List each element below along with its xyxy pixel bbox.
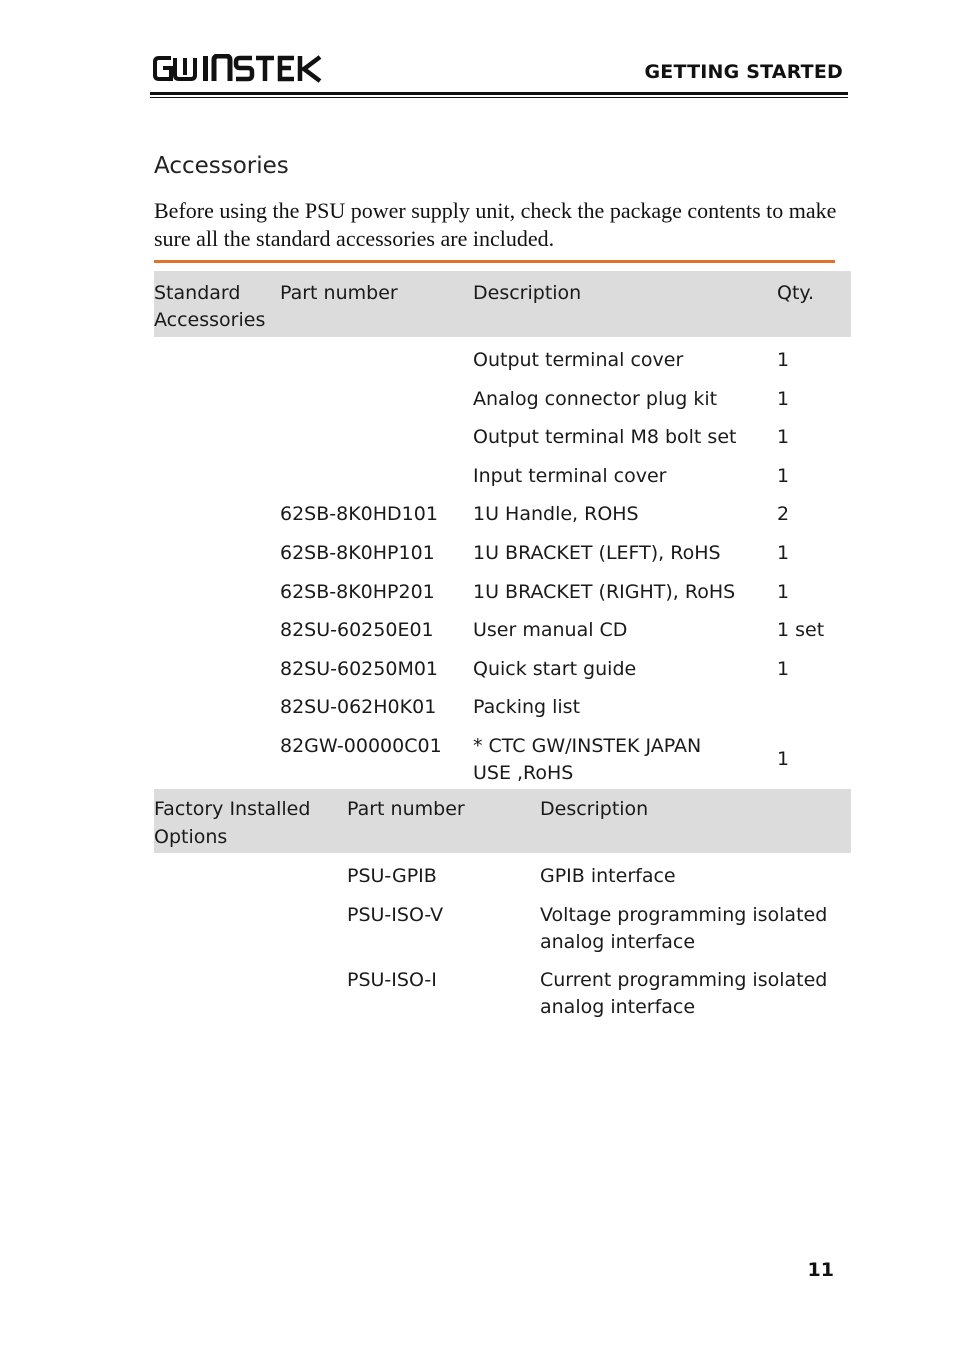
description: Input terminal cover (473, 464, 667, 487)
table-row (154, 966, 851, 1031)
table-row (154, 901, 851, 966)
table-row (154, 617, 851, 656)
table-row (154, 424, 851, 463)
part-number: PSU-ISO-I (347, 969, 437, 991)
page-number: 11 (807, 1259, 834, 1281)
description-line-1: Voltage programming isolated (540, 904, 828, 926)
header-rule-thin (150, 97, 848, 98)
header-qty: Qty. (777, 282, 814, 304)
table-row (154, 863, 851, 901)
standard-accessories-table (154, 271, 851, 789)
table-row (154, 579, 851, 618)
table-row (154, 347, 851, 386)
table-row (154, 733, 851, 789)
description-line-2: USE ,RoHS (473, 761, 574, 784)
description: Packing list (473, 696, 581, 719)
quantity: 1 (777, 426, 790, 449)
gw-instek-logo (153, 54, 323, 84)
section-title: Accessories (154, 153, 289, 179)
description: Analog connector plug kit (473, 387, 718, 410)
quantity: 1 set (777, 619, 825, 642)
header-description: Description (473, 282, 582, 304)
part-number: 82SU-60250E01 (280, 619, 434, 642)
table-header (154, 271, 851, 337)
table-row (154, 540, 851, 579)
description: User manual CD (473, 619, 628, 642)
description: Quick start guide (473, 657, 637, 680)
table-row (154, 386, 851, 425)
part-number: 62SB-8K0HD101 (280, 503, 438, 526)
part-number: 82GW-00000C01 (280, 734, 442, 757)
part-number: 82SU-60250M01 (280, 657, 439, 680)
table-row (154, 501, 851, 540)
part-number: 62SB-8K0HP101 (280, 541, 435, 564)
part-number: PSU-ISO-V (347, 904, 444, 926)
part-number: 62SB-8K0HP201 (280, 580, 435, 603)
header-standard-accessories: Standard Accessories (154, 282, 266, 331)
table-header (154, 789, 851, 853)
intro-paragraph: Before using the PSU power supply unit, check the package contents to make sure all the standard accessories are included. (154, 198, 837, 251)
quantity: 1 (777, 464, 790, 487)
running-section-header: GETTING STARTED (644, 61, 843, 83)
factory-options-table (154, 789, 851, 1031)
quantity: 1 (777, 580, 790, 603)
header-description: Description (540, 798, 649, 820)
quantity: 1 (777, 541, 790, 564)
quantity: 1 (777, 657, 790, 680)
table-row (154, 694, 851, 733)
part-number: PSU-GPIB (347, 865, 437, 887)
header-part-number: Part number (280, 282, 398, 304)
description: Output terminal cover (473, 349, 684, 371)
header-factory-installed: Factory Installed (154, 798, 311, 820)
description: 1U BRACKET (LEFT), RoHS (473, 541, 721, 564)
description: Output terminal M8 bolt set (473, 426, 737, 449)
part-number: 82SU-062H0K01 (280, 696, 437, 719)
table-row (154, 463, 851, 502)
description-line-1: * CTC GW/INSTEK JAPAN (473, 734, 702, 757)
quantity: 1 (777, 747, 790, 770)
description: 1U BRACKET (RIGHT), RoHS (473, 580, 736, 603)
description: 1U Handle, ROHS (473, 503, 639, 526)
header-part-number: Part number (347, 798, 465, 820)
quantity: 2 (777, 503, 790, 526)
accent-rule (154, 260, 835, 263)
quantity: 1 (777, 387, 790, 410)
header-rule (150, 92, 848, 95)
table-row (154, 656, 851, 695)
description-line-2: analog interface (540, 996, 696, 1018)
description-line-1: GPIB interface (540, 865, 676, 887)
quantity: 1 (777, 349, 790, 371)
description-line-1: Current programming isolated (540, 969, 828, 991)
header-options: Options (154, 826, 228, 848)
description-line-2: analog interface (540, 931, 696, 953)
